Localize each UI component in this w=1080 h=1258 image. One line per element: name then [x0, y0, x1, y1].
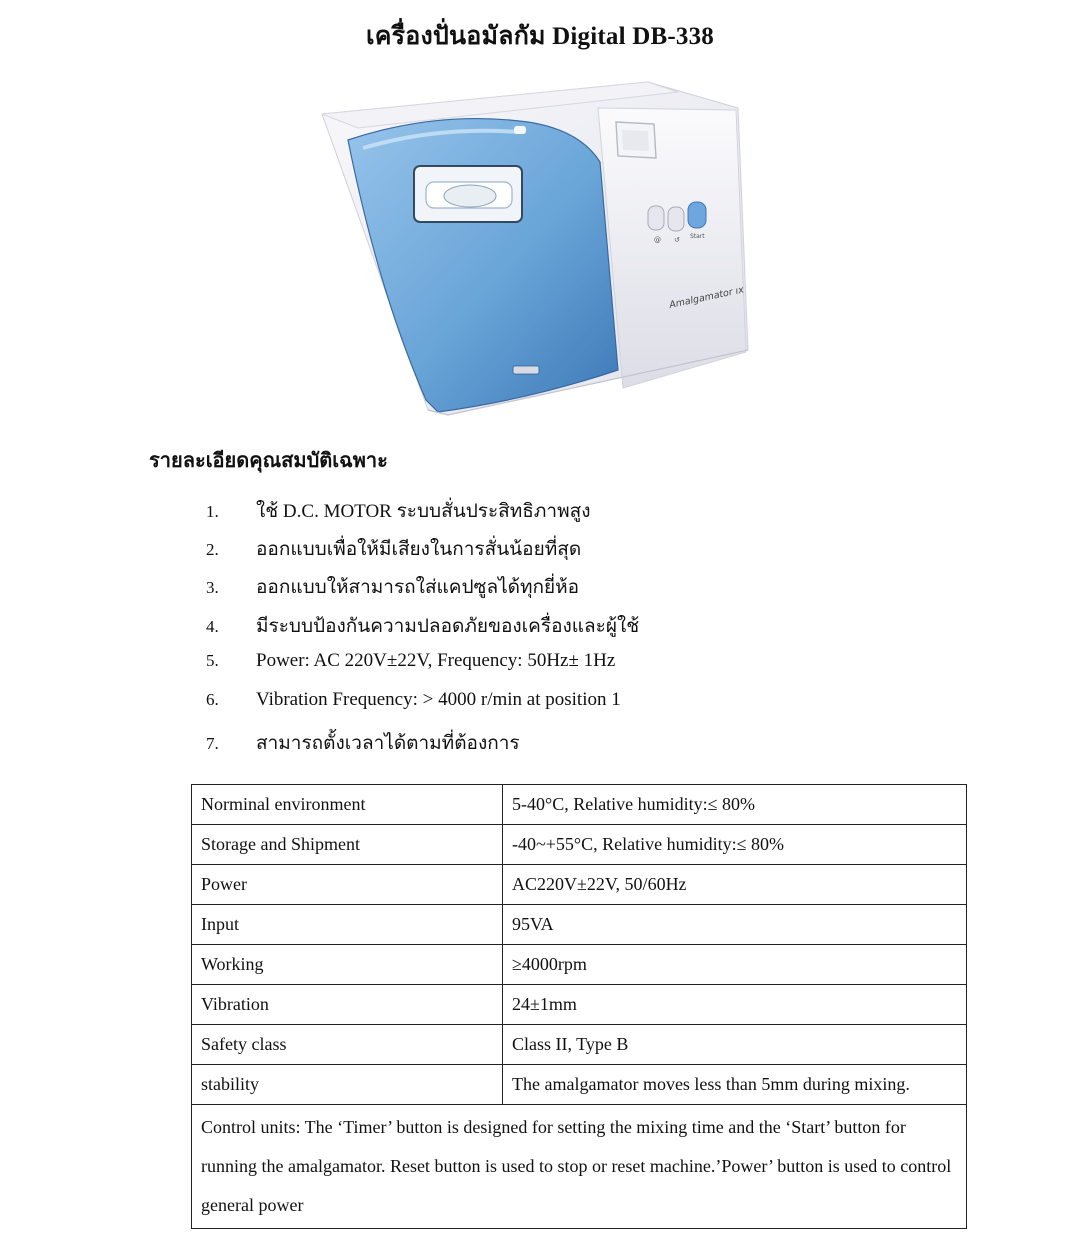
list-item-text: ออกแบบเพื่อให้มีเสียงในการสั่นน้อยที่สุด: [256, 539, 582, 560]
table-row: [192, 905, 967, 945]
table-label-cell: Storage and Shipment: [192, 825, 503, 865]
list-item: [206, 728, 520, 758]
control-units-note: Control units: The ‘Timer’ button is designed for setting the mixing time and the ‘Start’ button for running the amalgamator. Reset button is used to stop or reset machine.’Power’ button is used to control general power: [192, 1105, 967, 1229]
list-item: [206, 650, 615, 672]
list-item-number: 7.: [206, 734, 219, 753]
table-label-cell: stability: [192, 1065, 503, 1105]
page-title: เครื่องปั่นอมัลกัม Digital DB-338: [366, 23, 714, 50]
reset-button-graphic: [668, 207, 684, 231]
device-model-label: Amalgamator ıx: [668, 284, 745, 311]
table-row: [192, 945, 967, 985]
table-row: [192, 1065, 967, 1105]
table-row: [192, 785, 967, 825]
table-label-cell: Working: [192, 945, 503, 985]
list-item-number: 1.: [206, 502, 219, 521]
list-item-text: Power: AC 220V±22V, Frequency: 50Hz± 1Hz: [256, 650, 616, 671]
table-label-cell: Power: [192, 865, 503, 905]
list-item: [206, 611, 639, 641]
list-item-number: 4.: [206, 617, 219, 636]
table-value-cell: 95VA: [503, 905, 967, 945]
table-value-cell: ≥4000rpm: [503, 945, 967, 985]
table-label-cell: Safety class: [192, 1025, 503, 1065]
list-item-number: 3.: [206, 578, 219, 597]
table-row: [192, 985, 967, 1025]
list-item-number: 6.: [206, 690, 219, 709]
list-item-number: 2.: [206, 540, 219, 559]
timer-button-graphic: [648, 206, 664, 230]
list-item: [206, 534, 581, 564]
list-item: [206, 496, 591, 526]
button-label-3: Start: [690, 233, 705, 240]
table-value-cell: AC220V±22V, 50/60Hz: [503, 865, 967, 905]
button-label-2: ↺: [674, 236, 680, 244]
list-item: [206, 572, 579, 602]
table-label-cell: Norminal environment: [192, 785, 503, 825]
list-item-text: Vibration Frequency: > 4000 r/min at position 1: [256, 689, 621, 710]
start-button-graphic: [688, 202, 706, 228]
table-value-cell: 24±1mm: [503, 985, 967, 1025]
list-item-number: 5.: [206, 651, 219, 670]
list-item-text: ใช้ D.C. MOTOR ระบบสั่นประสิทธิภาพสูง: [256, 501, 591, 522]
button-label-1: @: [654, 236, 661, 244]
table-value-cell: 5-40°C, Relative humidity:≤ 80%: [503, 785, 967, 825]
table-value-cell: The amalgamator moves less than 5mm during mixing.: [503, 1065, 967, 1105]
table-row: [192, 825, 967, 865]
table-value-cell: Class II, Type B: [503, 1025, 967, 1065]
table-row: [192, 1025, 967, 1065]
list-item-text: สามารถตั้งเวลาได้ตามที่ต้องการ: [256, 733, 520, 754]
table-note-row: [192, 1105, 967, 1229]
table-label-cell: Input: [192, 905, 503, 945]
section-heading: รายละเอียดคุณสมบัติเฉพาะ: [149, 450, 388, 472]
amalgamator-product-image: [318, 70, 768, 420]
table-label-cell: Vibration: [192, 985, 503, 1025]
specification-table: [191, 784, 967, 1229]
table-row: [192, 865, 967, 905]
list-item-text: ออกแบบให้สามารถใส่แคปซูลได้ทุกยี่ห้อ: [256, 577, 580, 598]
list-item-text: มีระบบป้องกันความปลอดภัยของเครื่องและผู้ใช้: [256, 616, 640, 637]
list-item: [206, 689, 621, 711]
table-value-cell: -40~+55°C, Relative humidity:≤ 80%: [503, 825, 967, 865]
